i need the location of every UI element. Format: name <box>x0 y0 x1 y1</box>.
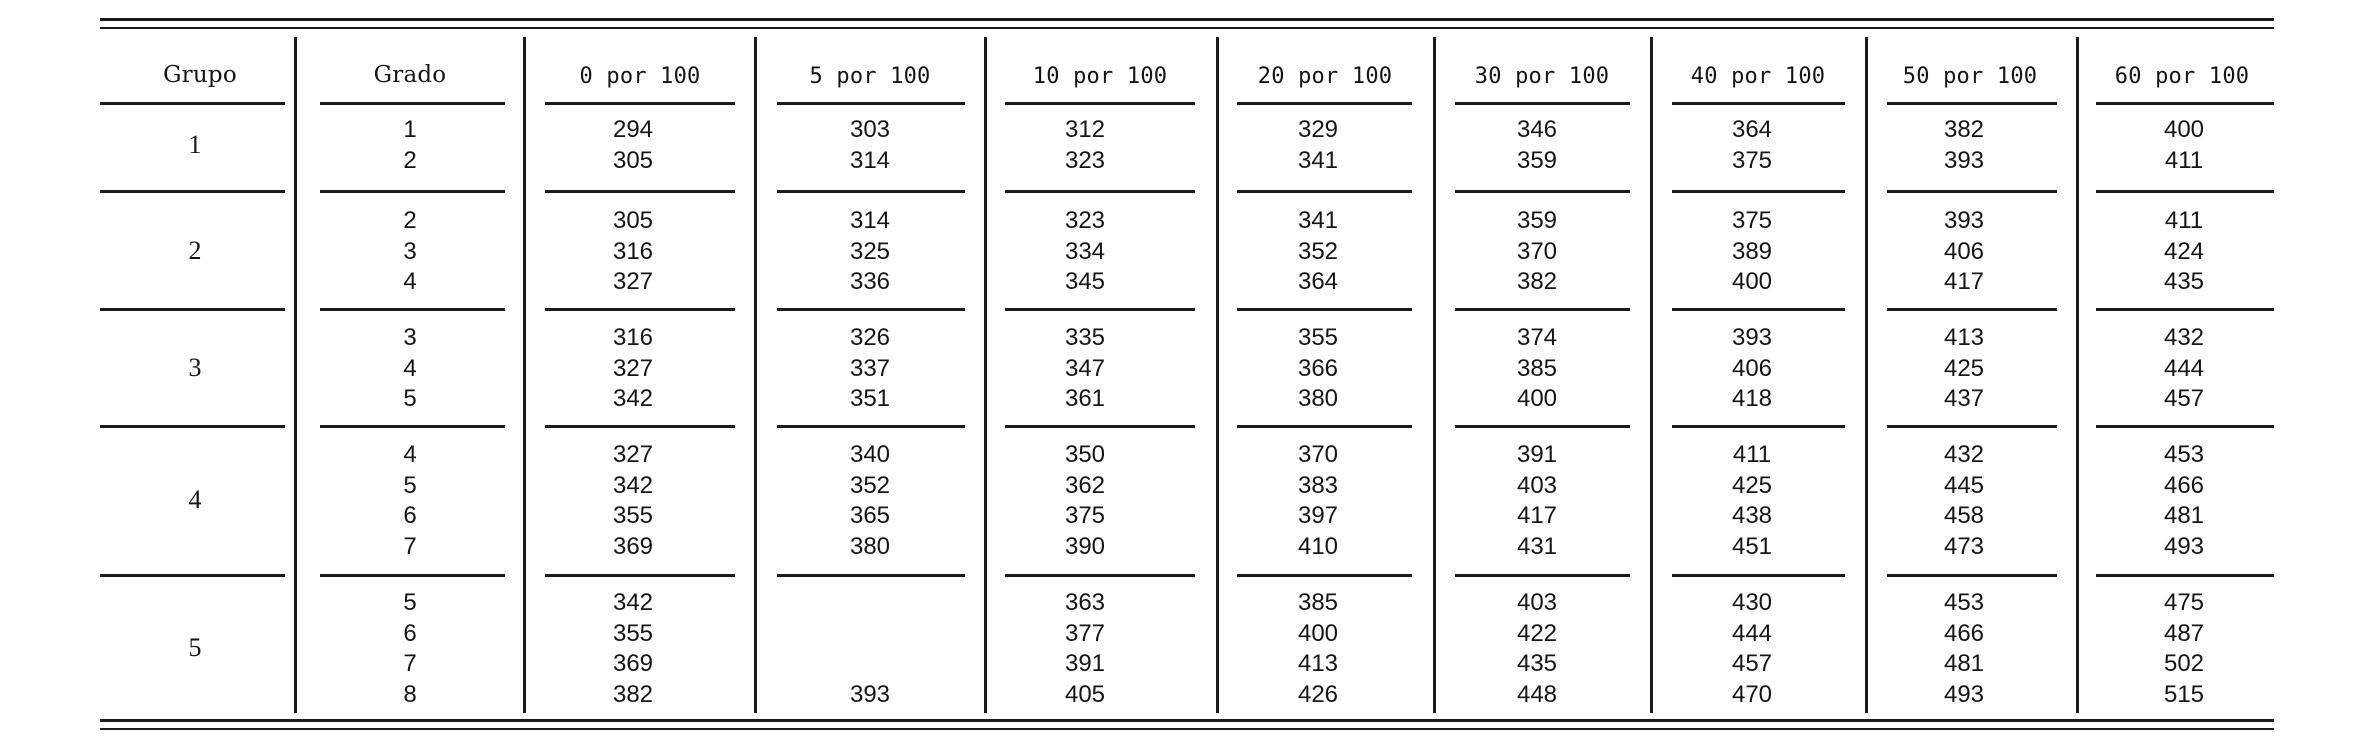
grado-value: 4 <box>403 441 417 468</box>
value-cell <box>1692 115 1812 176</box>
value-entry: 355 <box>612 502 654 529</box>
value-cell <box>573 206 693 298</box>
value-cell <box>2124 440 2244 562</box>
value-entry: 370 <box>1516 237 1558 265</box>
value-entry: 351 <box>849 385 891 412</box>
value-cell <box>2124 115 2244 176</box>
value-entry: 294 <box>612 116 654 143</box>
value-cell <box>1692 440 1812 562</box>
value-entry: 365 <box>849 502 891 529</box>
value-entry: 393 <box>1943 146 1985 174</box>
grado-value: 6 <box>403 502 417 529</box>
header-60-por-100: 60 por 100 <box>2114 64 2250 89</box>
section-rule <box>1887 425 2057 428</box>
section-rule <box>545 308 735 311</box>
value-entry: 445 <box>1943 471 1985 499</box>
value-entry: 413 <box>1297 650 1339 677</box>
grado-value: 5 <box>403 385 417 412</box>
value-entry: 453 <box>2163 441 2205 468</box>
value-entry: 355 <box>612 619 654 647</box>
section-rule <box>100 574 285 577</box>
value-entry: 435 <box>2163 268 2205 295</box>
value-entry: 359 <box>1516 207 1558 234</box>
section-rule <box>777 308 965 311</box>
section-rule <box>1455 574 1630 577</box>
header-grupo: Grupo <box>163 62 237 88</box>
grado-cell <box>360 588 460 710</box>
section-rule <box>2096 102 2274 105</box>
value-entry: 493 <box>1943 680 1985 708</box>
section-rule <box>320 190 505 193</box>
grado-value: 5 <box>403 471 417 499</box>
value-entry: 327 <box>612 354 654 382</box>
grupo-cell: 1 <box>188 129 202 159</box>
section-rule <box>1237 308 1412 311</box>
value-entry: 329 <box>1297 116 1339 143</box>
value-entry: 314 <box>849 146 891 174</box>
section-rule <box>1672 308 1845 311</box>
section-rule <box>320 574 505 577</box>
section-rule <box>320 308 505 311</box>
value-entry <box>810 619 930 650</box>
section-rule <box>1005 574 1195 577</box>
value-entry: 337 <box>849 354 891 382</box>
value-entry: 458 <box>1943 502 1985 529</box>
value-entry: 382 <box>612 680 654 708</box>
value-entry: 418 <box>1731 385 1773 412</box>
value-entry: 473 <box>1943 532 1985 560</box>
section-rule <box>100 425 285 428</box>
value-entry: 413 <box>1943 324 1985 351</box>
grado-cell <box>360 323 460 415</box>
value-entry: 363 <box>1064 589 1106 616</box>
column-divider <box>294 37 297 713</box>
value-entry: 342 <box>612 589 654 616</box>
value-entry: 400 <box>1731 268 1773 295</box>
value-entry: 380 <box>1297 385 1339 412</box>
value-cell <box>810 588 930 710</box>
value-entry: 444 <box>2163 354 2205 382</box>
value-cell <box>573 588 693 710</box>
value-entry: 448 <box>1516 680 1558 708</box>
value-cell <box>2124 323 2244 415</box>
section-rule <box>2096 190 2274 193</box>
value-entry: 417 <box>1516 502 1558 529</box>
value-entry: 406 <box>1731 354 1773 382</box>
value-entry: 375 <box>1064 502 1106 529</box>
value-entry: 487 <box>2163 619 2205 647</box>
column-divider <box>1865 37 1868 713</box>
section-rule <box>1455 425 1630 428</box>
value-entry <box>810 649 930 680</box>
header-10-por-100: 10 por 100 <box>1032 64 1168 89</box>
value-entry: 312 <box>1064 116 1106 143</box>
grado-value: 8 <box>403 680 417 708</box>
value-entry: 475 <box>2163 589 2205 616</box>
value-entry: 347 <box>1064 354 1106 382</box>
section-rule <box>2096 574 2274 577</box>
section-rule <box>1887 190 2057 193</box>
value-cell <box>1258 323 1378 415</box>
section-rule <box>1455 308 1630 311</box>
column-divider <box>984 37 987 713</box>
value-cell <box>1904 440 2024 562</box>
grado-cell <box>360 440 460 562</box>
value-cell <box>1692 588 1812 710</box>
column-divider <box>523 37 526 713</box>
value-entry: 364 <box>1731 116 1773 143</box>
value-cell <box>1904 206 2024 298</box>
bottom-rule-1 <box>100 719 2274 722</box>
value-entry: 375 <box>1731 207 1773 234</box>
value-cell <box>810 115 930 176</box>
value-entry: 432 <box>2163 324 2205 351</box>
value-cell <box>1477 588 1597 710</box>
value-entry: 481 <box>2163 502 2205 529</box>
column-divider <box>1650 37 1653 713</box>
value-entry: 355 <box>1297 324 1339 351</box>
value-entry: 316 <box>612 324 654 351</box>
section-rule <box>1237 574 1412 577</box>
value-entry: 335 <box>1064 324 1106 351</box>
top-rule-2 <box>100 27 2274 29</box>
value-entry: 390 <box>1064 532 1106 560</box>
grado-value: 1 <box>403 116 417 143</box>
column-divider <box>1433 37 1436 713</box>
grado-cell <box>360 206 460 298</box>
value-entry: 334 <box>1064 237 1106 265</box>
top-rule-1 <box>100 18 2274 21</box>
value-cell <box>1692 323 1812 415</box>
value-cell <box>1477 206 1597 298</box>
section-rule <box>320 425 505 428</box>
value-cell <box>1477 440 1597 562</box>
value-cell <box>1025 115 1145 176</box>
section-rule <box>100 190 285 193</box>
grado-value: 2 <box>403 146 417 174</box>
value-cell <box>573 323 693 415</box>
value-entry: 400 <box>1516 385 1558 412</box>
column-divider <box>1216 37 1219 713</box>
grado-cell <box>360 115 460 176</box>
section-rule <box>1672 190 1845 193</box>
value-entry: 377 <box>1064 619 1106 647</box>
section-rule <box>2096 425 2274 428</box>
section-rule <box>1005 425 1195 428</box>
value-cell <box>2124 206 2244 298</box>
value-entry: 342 <box>612 385 654 412</box>
value-entry: 403 <box>1516 589 1558 616</box>
value-entry: 352 <box>1297 237 1339 265</box>
value-entry: 327 <box>612 441 654 468</box>
value-cell <box>1904 115 2024 176</box>
value-entry: 323 <box>1064 146 1106 174</box>
value-cell <box>1258 440 1378 562</box>
section-rule <box>1455 102 1630 105</box>
value-entry: 326 <box>849 324 891 351</box>
value-entry: 481 <box>1943 650 1985 677</box>
grado-value: 7 <box>403 532 417 560</box>
value-entry: 346 <box>1516 116 1558 143</box>
value-entry: 453 <box>1943 589 1985 616</box>
value-entry: 422 <box>1516 619 1558 647</box>
header-30-por-100: 30 por 100 <box>1474 64 1610 89</box>
section-rule <box>1455 190 1630 193</box>
section-rule <box>100 308 285 311</box>
value-cell <box>1025 588 1145 710</box>
section-rule <box>1672 574 1845 577</box>
section-rule <box>545 425 735 428</box>
value-entry: 435 <box>1516 650 1558 677</box>
section-rule <box>777 574 965 577</box>
value-entry: 375 <box>1731 146 1773 174</box>
value-entry: 417 <box>1943 268 1985 295</box>
value-entry: 385 <box>1297 589 1339 616</box>
value-entry: 361 <box>1064 385 1106 412</box>
value-entry: 466 <box>2163 471 2205 499</box>
grado-value: 3 <box>403 237 417 265</box>
grupo-cell: 2 <box>188 235 202 265</box>
value-cell <box>1025 323 1145 415</box>
value-entry: 457 <box>1731 650 1773 677</box>
section-rule <box>1887 102 2057 105</box>
value-cell <box>573 115 693 176</box>
value-entry: 389 <box>1731 237 1773 265</box>
value-entry <box>810 588 930 619</box>
value-entry: 341 <box>1297 207 1339 234</box>
column-divider <box>754 37 757 713</box>
value-entry: 425 <box>1731 471 1773 499</box>
bottom-rule-2 <box>100 728 2274 730</box>
value-entry: 323 <box>1064 207 1106 234</box>
value-cell <box>1025 206 1145 298</box>
section-rule <box>1887 308 2057 311</box>
section-rule <box>545 102 735 105</box>
value-cell <box>1025 440 1145 562</box>
value-entry: 466 <box>1943 619 1985 647</box>
grupo-cell: 4 <box>188 485 202 514</box>
value-cell <box>1477 115 1597 176</box>
header-50-por-100: 50 por 100 <box>1902 64 2038 89</box>
value-entry: 305 <box>612 207 654 234</box>
value-entry: 383 <box>1297 471 1339 499</box>
value-entry: 411 <box>1732 441 1772 468</box>
value-entry: 444 <box>1731 619 1773 647</box>
value-cell <box>1477 323 1597 415</box>
grupo-cell: 3 <box>188 352 202 382</box>
value-entry: 352 <box>849 471 891 499</box>
header-20-por-100: 20 por 100 <box>1257 64 1393 89</box>
grado-value: 6 <box>403 619 417 647</box>
value-cell <box>1692 206 1812 298</box>
value-entry: 411 <box>2164 207 2204 234</box>
value-cell <box>1258 206 1378 298</box>
value-entry: 303 <box>849 116 891 143</box>
value-entry: 403 <box>1516 471 1558 499</box>
value-entry: 405 <box>1064 680 1106 708</box>
value-entry: 336 <box>849 268 891 295</box>
section-rule <box>320 102 505 105</box>
section-rule <box>1237 190 1412 193</box>
value-entry: 393 <box>849 680 891 708</box>
header-grado: Grado <box>373 62 447 88</box>
section-rule <box>1005 190 1195 193</box>
value-cell <box>1904 588 2024 710</box>
value-entry: 366 <box>1297 354 1339 382</box>
value-entry: 327 <box>612 268 654 295</box>
header-40-por-100: 40 por 100 <box>1690 64 1826 89</box>
grado-value: 5 <box>403 589 417 616</box>
value-entry: 374 <box>1516 324 1558 351</box>
section-rule <box>545 574 735 577</box>
value-entry: 493 <box>2163 532 2205 560</box>
grado-value: 7 <box>403 650 417 677</box>
value-cell <box>810 440 930 562</box>
value-entry: 426 <box>1297 680 1339 708</box>
value-entry: 451 <box>1731 532 1773 560</box>
value-entry: 364 <box>1297 268 1339 295</box>
section-rule <box>545 190 735 193</box>
section-rule <box>777 190 965 193</box>
value-entry: 431 <box>1516 532 1558 560</box>
value-entry: 369 <box>612 650 654 677</box>
value-entry: 369 <box>612 532 654 560</box>
value-cell <box>1258 115 1378 176</box>
value-entry: 438 <box>1731 502 1773 529</box>
value-entry: 411 <box>2164 146 2204 174</box>
header-0-por-100: 0 por 100 <box>579 64 701 89</box>
value-entry: 393 <box>1731 324 1773 351</box>
value-entry: 502 <box>2163 650 2205 677</box>
value-cell <box>1904 323 2024 415</box>
value-entry: 305 <box>612 146 654 174</box>
value-entry: 345 <box>1064 268 1106 295</box>
value-entry: 342 <box>612 471 654 499</box>
value-entry: 382 <box>1516 268 1558 295</box>
value-entry: 340 <box>849 441 891 468</box>
value-entry: 470 <box>1731 680 1773 708</box>
value-entry: 350 <box>1064 441 1106 468</box>
value-cell <box>573 440 693 562</box>
value-entry: 359 <box>1516 146 1558 174</box>
value-entry: 393 <box>1943 207 1985 234</box>
value-entry: 424 <box>2163 237 2205 265</box>
value-entry: 400 <box>1297 619 1339 647</box>
value-entry: 380 <box>849 532 891 560</box>
value-entry: 314 <box>849 207 891 234</box>
section-rule <box>1237 425 1412 428</box>
section-rule <box>1672 425 1845 428</box>
value-entry: 410 <box>1297 532 1339 560</box>
value-cell <box>2124 588 2244 710</box>
grado-value: 3 <box>403 324 417 351</box>
value-cell <box>1258 588 1378 710</box>
section-rule <box>1237 102 1412 105</box>
value-entry: 341 <box>1297 146 1339 174</box>
value-cell <box>810 323 930 415</box>
section-rule <box>1005 308 1195 311</box>
value-entry: 432 <box>1943 441 1985 468</box>
grupo-cell: 5 <box>188 633 202 662</box>
value-entry: 397 <box>1297 502 1339 529</box>
section-rule <box>1887 574 2057 577</box>
section-rule <box>1005 102 1195 105</box>
section-rule <box>777 102 965 105</box>
value-entry: 391 <box>1064 650 1106 677</box>
section-rule <box>100 102 285 105</box>
section-rule <box>1672 102 1845 105</box>
column-divider <box>2076 37 2079 713</box>
value-entry: 437 <box>1943 385 1985 412</box>
value-entry: 391 <box>1516 441 1558 468</box>
value-entry: 370 <box>1297 441 1339 468</box>
grado-value: 4 <box>403 268 417 295</box>
grado-value: 4 <box>403 354 417 382</box>
value-entry: 430 <box>1731 589 1773 616</box>
grado-value: 2 <box>403 207 417 234</box>
value-entry: 382 <box>1943 116 1985 143</box>
value-entry: 457 <box>2163 385 2205 412</box>
value-cell <box>810 206 930 298</box>
section-rule <box>777 425 965 428</box>
section-rule <box>2096 308 2274 311</box>
value-entry: 425 <box>1943 354 1985 382</box>
value-entry: 325 <box>849 237 891 265</box>
value-entry: 400 <box>2163 116 2205 143</box>
value-entry: 406 <box>1943 237 1985 265</box>
header-5-por-100: 5 por 100 <box>809 64 931 89</box>
value-entry: 515 <box>2163 680 2205 708</box>
value-entry: 316 <box>612 237 654 265</box>
value-entry: 362 <box>1064 471 1106 499</box>
value-entry: 385 <box>1516 354 1558 382</box>
